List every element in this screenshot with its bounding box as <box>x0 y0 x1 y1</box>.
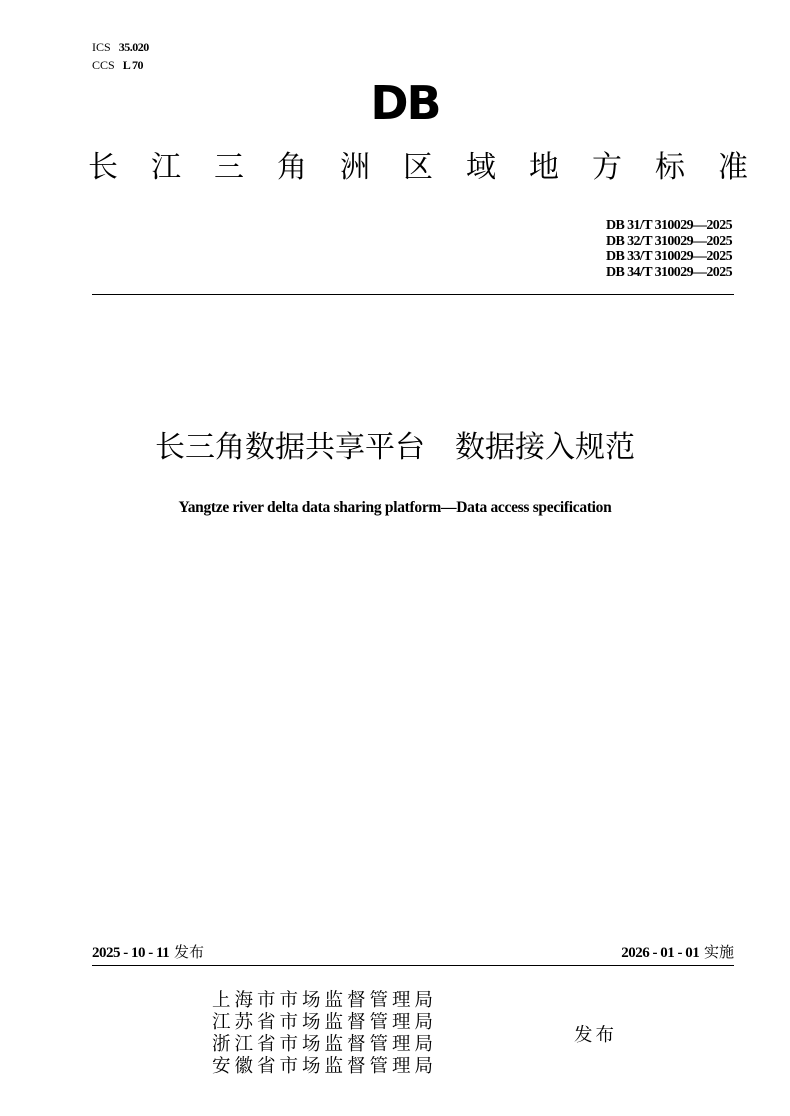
standard-numbers <box>606 218 732 280</box>
issue-date: 2025 - 10 - 11 <box>92 945 170 961</box>
ccs-label: CCS <box>92 58 115 72</box>
heading-char: 准 <box>718 150 748 185</box>
standard-number: DB 34/T 310029—2025 <box>605 264 732 280</box>
heading-char: 方 <box>592 150 622 185</box>
standard-number: DB 33/T 310029—2025 <box>605 249 732 264</box>
heading-char: 三 <box>214 150 244 185</box>
heading-char: 地 <box>529 150 559 185</box>
standard-number: DB 31/T 310029—2025 <box>605 218 732 233</box>
heading-char: 洲 <box>340 150 370 185</box>
issuer-jiangsu: 江苏省市场监督管理局 <box>212 1012 438 1033</box>
ccs-code: L 70 <box>122 58 144 72</box>
publish-label: 发布 <box>574 1025 618 1046</box>
heading-char: 区 <box>403 150 433 185</box>
ics-label: ICS <box>92 40 111 54</box>
bottom-divider <box>92 965 734 966</box>
issuer-zhejiang: 浙江省市场监督管理局 <box>212 1034 438 1055</box>
heading-char: 域 <box>466 150 496 185</box>
issuer-shanghai: 上海市市场监督管理局 <box>212 990 438 1011</box>
ics-line <box>92 40 149 54</box>
heading-char: 角 <box>277 150 307 185</box>
ccs-line <box>92 58 143 72</box>
document-title-cn: 长三角数据共享平台 数据接入规范 <box>155 430 635 465</box>
issuing-authorities <box>212 990 437 1078</box>
top-divider <box>92 294 734 295</box>
heading-char: 江 <box>151 150 181 185</box>
issue-date-line <box>92 942 204 963</box>
standard-type-heading <box>88 148 748 188</box>
document-title-en: Yangtze river delta data sharing platform—Data access specification <box>178 499 612 516</box>
issuer-anhui: 安徽省市场监督管理局 <box>212 1056 438 1077</box>
ics-code: 35.020 <box>118 40 149 54</box>
db-logo: DB <box>370 76 440 130</box>
issue-label: 发布 <box>173 943 204 961</box>
implement-label: 实施 <box>703 943 734 961</box>
heading-char: 标 <box>655 150 685 185</box>
implement-date-line <box>621 942 734 963</box>
implement-date: 2026 - 01 - 01 <box>621 945 700 961</box>
heading-char: 长 <box>88 150 118 185</box>
standard-number: DB 32/T 310029—2025 <box>605 233 732 249</box>
